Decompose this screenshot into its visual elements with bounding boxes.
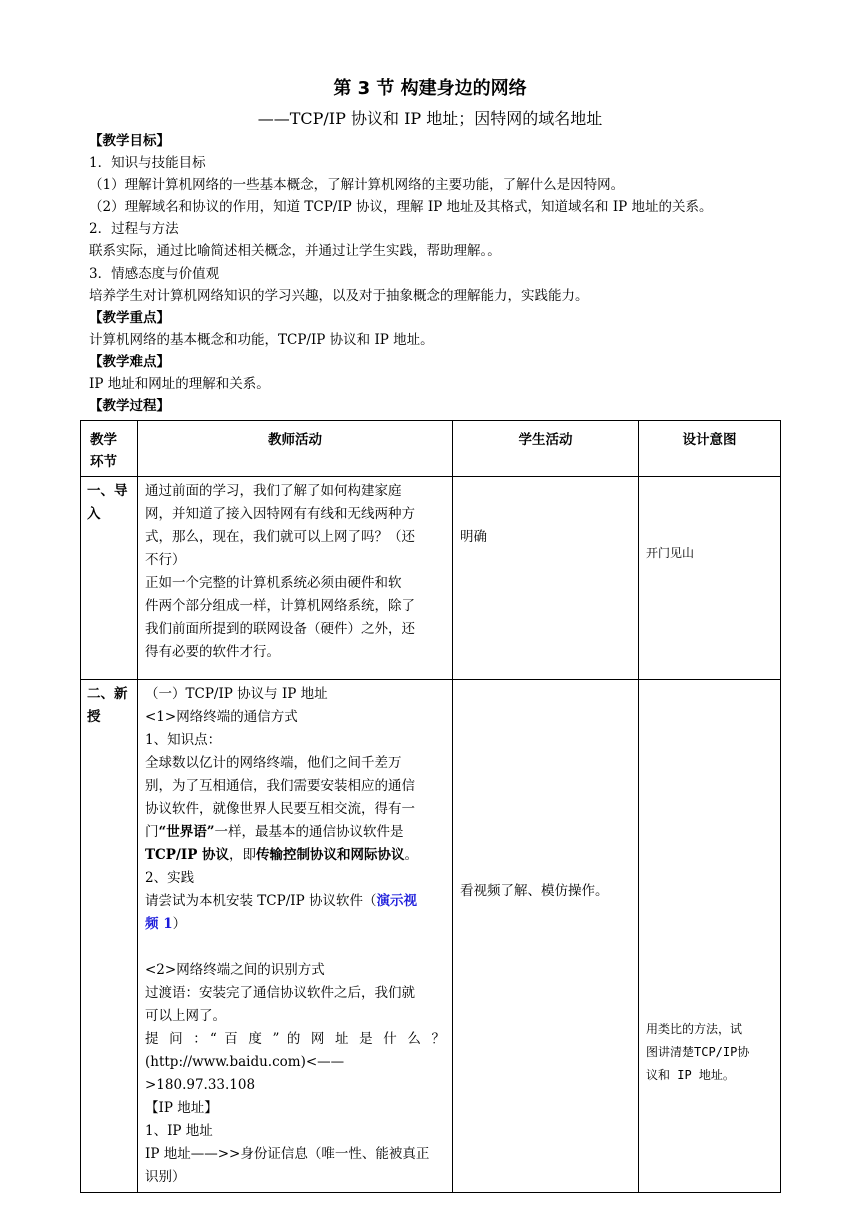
header-design-intent: 设计意图 xyxy=(639,421,781,477)
stage-line-2: 入 xyxy=(87,506,101,522)
document-body xyxy=(89,130,779,417)
page-title: 第 3 节 构建身边的网络 xyxy=(333,78,527,99)
teacher-line: （一）TCP/IP 协议与 IP 地址 xyxy=(145,686,328,702)
design-intent-cell xyxy=(639,477,781,680)
text-span: 。 xyxy=(404,847,419,863)
design-intent-text: 开门见山 xyxy=(646,546,695,560)
stage-line-1: 二、新 xyxy=(87,686,128,702)
header-stage xyxy=(81,421,138,477)
header-stage-line-2: 环节 xyxy=(90,454,117,470)
teacher-line xyxy=(145,890,445,913)
teacher-line: 不行） xyxy=(145,552,186,568)
text-span: 一样，最基本的通信协议软件是 xyxy=(214,824,404,840)
process-heading: 【教学过程】 xyxy=(89,398,170,415)
goal-1-a: （1）理解计算机网络的一些基本概念，了解计算机网络的主要功能，了解什么是因特网。 xyxy=(89,177,625,194)
teacher-line: 可以上网了。 xyxy=(145,1008,226,1024)
bold-term: “世界语” xyxy=(158,824,215,840)
text-span: ） xyxy=(172,916,187,932)
teacher-line: 得有必要的软件才行。 xyxy=(145,644,280,660)
teacher-line: 过渡语：安装完了通信协议软件之后，我们就 xyxy=(145,985,415,1001)
difficulty-heading: 【教学难点】 xyxy=(89,353,170,370)
table-row xyxy=(81,680,781,1193)
teacher-line: 1、知识点： xyxy=(145,732,222,748)
stage-cell xyxy=(81,477,138,680)
teacher-line xyxy=(145,844,445,867)
stage-line-2: 授 xyxy=(87,709,101,725)
header-student-activity: 学生活动 xyxy=(453,421,639,477)
teacher-activity-cell xyxy=(138,680,453,1193)
goal-1-b: （2）理解域名和协议的作用，知道 TCP/IP 协议，理解 IP 地址及其格式，知道域名和 IP 地址的关系。 xyxy=(89,199,713,216)
design-intent-text: 议和 IP 地址。 xyxy=(646,1068,735,1082)
teacher-line: 通过前面的学习，我们了解了如何构建家庭 xyxy=(145,483,402,499)
teacher-line: 件两个部分组成一样，计算机网络系统，除了 xyxy=(145,598,415,614)
student-activity-text: 看视频了解、模仿操作。 xyxy=(460,883,609,899)
bold-term: 传输控制协议和网际协议 xyxy=(256,847,405,863)
design-intent-cell xyxy=(639,680,781,1193)
page-subtitle: ——TCP/IP 协议和 IP 地址；因特网的域名地址 xyxy=(257,109,603,128)
teacher-line: 识别） xyxy=(145,1169,186,1185)
goal-2: 2．过程与方法 xyxy=(89,221,179,238)
header-teacher-activity: 教师活动 xyxy=(138,421,453,477)
demo-video-link[interactable]: 频 1 xyxy=(145,916,173,932)
stage-cell xyxy=(81,680,138,1193)
student-activity-text: 明确 xyxy=(460,529,487,545)
student-activity-cell xyxy=(453,477,639,680)
bold-term: TCP/IP 协议 xyxy=(145,847,230,863)
blank-line xyxy=(145,936,445,959)
teacher-line: 别，为了互相通信，我们需要安装相应的通信 xyxy=(145,778,415,794)
key-heading: 【教学重点】 xyxy=(89,309,170,326)
demo-video-link[interactable]: 演示视 xyxy=(376,893,417,909)
teacher-line: (http://www.baidu.com)<——>180.97.33.108 xyxy=(145,1054,345,1093)
text-span: 门 xyxy=(145,824,159,840)
goal-2-text: 联系实际，通过比喻简述相关概念，并通过让学生实践，帮助理解。。 xyxy=(89,243,501,260)
table-header-row xyxy=(81,421,781,477)
teacher-line: 我们前面所提到的联网设备（硬件）之外，还 xyxy=(145,621,415,637)
student-activity-cell xyxy=(453,680,639,1193)
teacher-line: 全球数以亿计的网络终端，他们之间千差万 xyxy=(145,755,402,771)
text-span: ，即 xyxy=(229,847,257,863)
teacher-line: 正如一个完整的计算机系统必须由硬件和软 xyxy=(145,575,402,591)
teacher-line: 协议软件，就像世界人民要互相交流，得有一 xyxy=(145,801,415,817)
teacher-line xyxy=(145,821,445,844)
teacher-line: IP 地址——>>身份证信息（唯一性、能被真正 xyxy=(145,1146,430,1162)
goal-3: 3．情感态度与价值观 xyxy=(89,265,220,282)
teacher-line: 2、实践 xyxy=(145,870,195,886)
goals-heading: 【教学目标】 xyxy=(89,133,170,149)
design-intent-text: 图讲清楚TCP/IP协 xyxy=(646,1045,750,1059)
teacher-line: 1、IP 地址 xyxy=(145,1123,213,1139)
teacher-line xyxy=(145,913,445,936)
difficulty-text: IP 地址和网址的理解和关系。 xyxy=(89,376,270,393)
text-span: 请尝试为本机安装 TCP/IP 协议软件（ xyxy=(145,893,377,909)
teacher-line: <2>网络终端之间的识别方式 xyxy=(145,962,325,978)
teacher-activity-cell xyxy=(138,477,453,680)
teacher-line: <1>网络终端的通信方式 xyxy=(145,709,298,725)
teacher-line: 【IP 地址】 xyxy=(145,1100,218,1116)
header-stage-line-1: 教学 xyxy=(90,432,117,448)
goal-3-text: 培养学生对计算机网络知识的学习兴趣，以及对于抽象概念的理解能力，实践能力。 xyxy=(89,287,589,304)
teacher-line: 网，并知道了接入因特网有有线和无线两种方 xyxy=(145,506,415,522)
stage-line-1: 一、导 xyxy=(87,483,128,499)
teaching-process-table xyxy=(80,420,781,1193)
design-intent-text: 用类比的方法，试 xyxy=(646,1022,743,1036)
goal-1: 1．知识与技能目标 xyxy=(89,155,206,172)
key-text: 计算机网络的基本概念和功能，TCP/IP 协议和 IP 地址。 xyxy=(89,331,434,348)
teacher-line: 式，那么，现在，我们就可以上网了吗？（还 xyxy=(145,529,415,545)
teacher-line: 提 问 ：“ 百 度 ” 的 网 址 是 什 么 ？ xyxy=(145,1031,445,1047)
table-row xyxy=(81,477,781,680)
